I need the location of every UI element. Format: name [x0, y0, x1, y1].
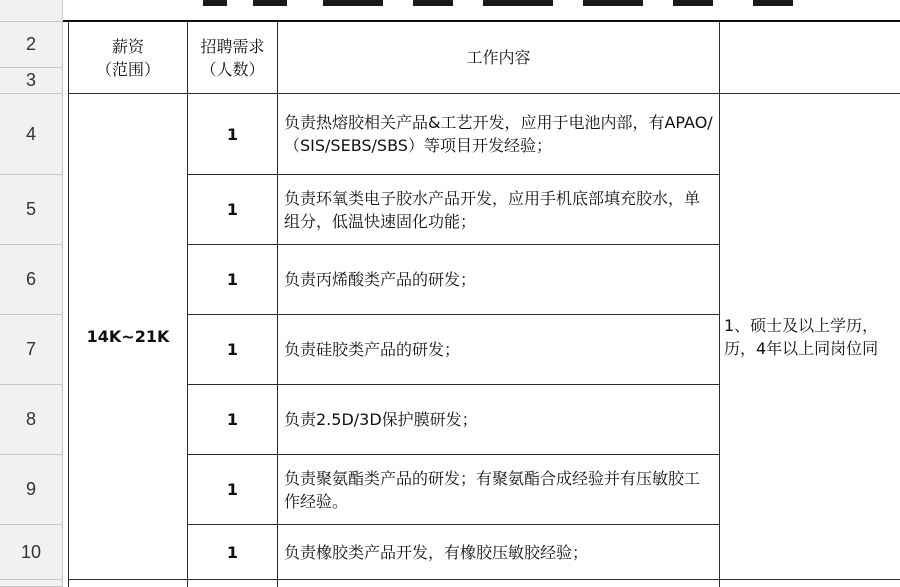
headcount-cell[interactable]: 1: [188, 525, 278, 580]
work-content-cell[interactable]: 负责环氧类电子胶水产品开发，应用手机底部填充胶水，单组分，低温快速固化功能；: [278, 175, 720, 245]
row-header-7[interactable]: 7: [0, 315, 63, 385]
row-header-3[interactable]: 3: [0, 68, 63, 94]
next-row-cell[interactable]: [69, 580, 188, 587]
headcount-cell[interactable]: 1: [188, 94, 278, 175]
title-band: [63, 0, 900, 22]
headcount-cell[interactable]: 1: [188, 315, 278, 385]
row-header-5[interactable]: 5: [0, 175, 63, 245]
headcount-cell[interactable]: 1: [188, 385, 278, 455]
row-header-6[interactable]: 6: [0, 245, 63, 315]
work-content-cell[interactable]: 负责橡胶类产品开发，有橡胶压敏胶经验；: [278, 525, 720, 580]
header-salary[interactable]: 薪资 （范围）: [69, 22, 188, 94]
next-row-cell[interactable]: [278, 580, 720, 587]
headcount-cell[interactable]: 1: [188, 175, 278, 245]
work-content-cell[interactable]: 负责聚氨酯类产品的研发；有聚氨酯合成经验并有压敏胶工作经验。: [278, 455, 720, 525]
requirements-cell[interactable]: 1、硕士及以上学历， 历，4年以上同岗位同: [720, 94, 900, 580]
row-header-9[interactable]: 9: [0, 455, 63, 525]
salary-range-cell[interactable]: 14K~21K: [69, 94, 188, 580]
row-header-8[interactable]: 8: [0, 385, 63, 455]
work-content-cell[interactable]: 负责热熔胶相关产品&工艺开发，应用于电池内部，有APAO/（SIS/SEBS/SBS）等项目开发经验；: [278, 94, 720, 175]
header-work-content[interactable]: 工作内容: [278, 22, 720, 94]
next-row-cell[interactable]: [720, 580, 900, 587]
row-header-2[interactable]: 2: [0, 22, 63, 68]
headcount-cell[interactable]: 1: [188, 245, 278, 315]
work-content-cell[interactable]: 负责2.5D/3D保护膜研发；: [278, 385, 720, 455]
work-content-cell[interactable]: 负责丙烯酸类产品的研发；: [278, 245, 720, 315]
row-header-1[interactable]: [0, 0, 63, 22]
row-header-4[interactable]: 4: [0, 94, 63, 175]
header-headcount[interactable]: 招聘需求 （人数）: [188, 22, 278, 94]
header-requirements[interactable]: [720, 22, 900, 94]
row-header-11[interactable]: [0, 580, 63, 587]
headcount-cell[interactable]: 1: [188, 455, 278, 525]
next-row-cell[interactable]: [188, 580, 278, 587]
row-header-10[interactable]: 10: [0, 525, 63, 580]
work-content-cell[interactable]: 负责硅胶类产品的研发；: [278, 315, 720, 385]
